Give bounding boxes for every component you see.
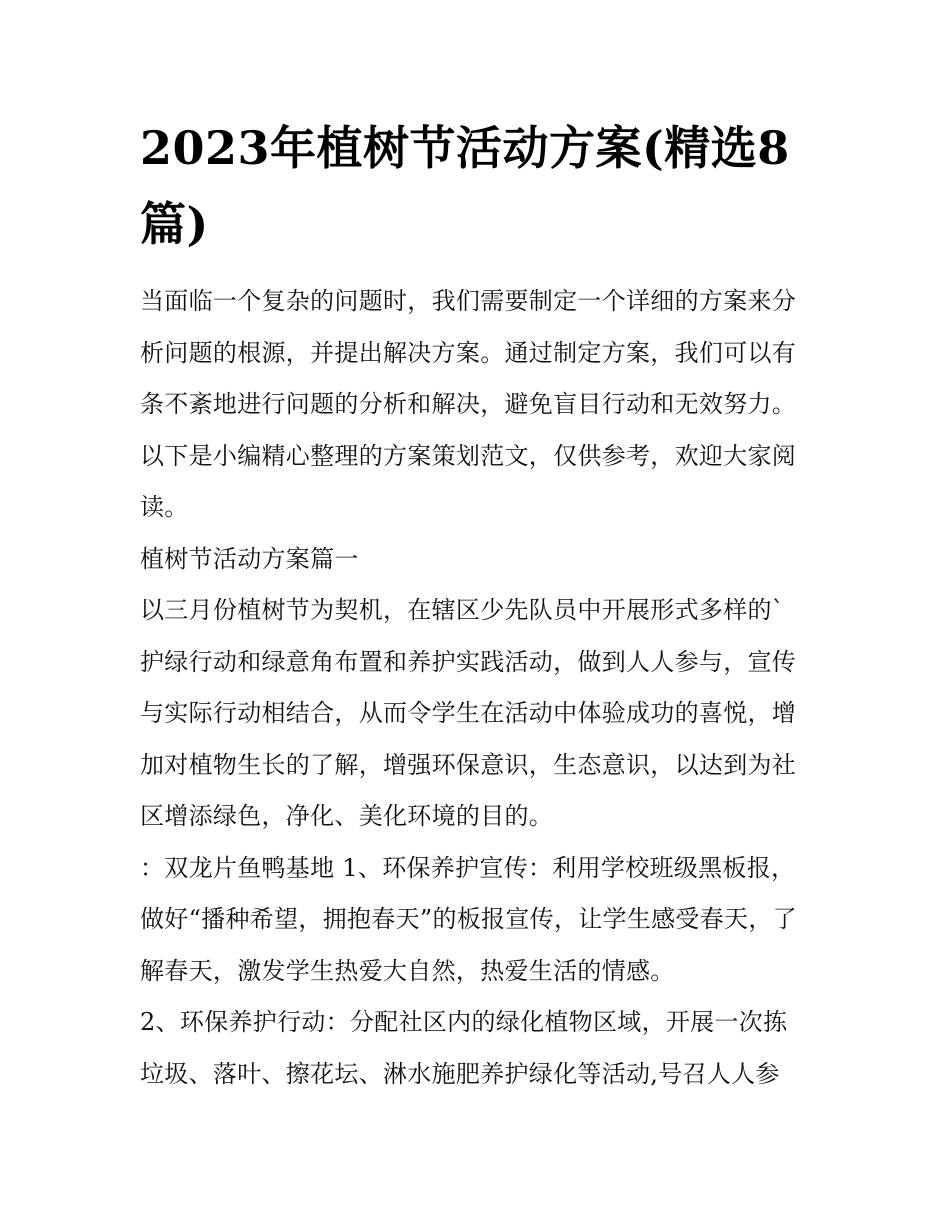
body-line: 垃圾、落叶、擦花坛、淋水施肥养护绿化等活动,号召人人参 bbox=[140, 1059, 780, 1088]
body-line: 以三月份植树节为契机，在辖区少先队员中开展形式多样的` bbox=[140, 596, 785, 624]
intro-line: 读。 bbox=[140, 493, 189, 521]
intro-line: 以下是小编精心整理的方案策划范文，仅供参考，欢迎大家阅 bbox=[140, 441, 797, 470]
section-heading: 植树节活动方案篇一 bbox=[140, 544, 359, 573]
body-line: 护绿行动和绿意角布置和养护实践活动，做到人人参与，宣传 bbox=[140, 647, 797, 676]
body-line: 与实际行动相结合，从而令学生在活动中体验成功的喜悦，增 bbox=[140, 699, 797, 727]
body-line: 加对植物生长的了解，增强环保意识，生态意识，以达到为社 bbox=[140, 750, 797, 779]
document-body bbox=[140, 276, 812, 1100]
body-line: 做好“播种希望，拥抱春天”的板报宣传，让学生感受春天，了 bbox=[140, 905, 797, 933]
intro-line: 条不紊地进行问题的分析和解决，避免盲目行动和无效努力。 bbox=[140, 390, 797, 418]
body-line: 2、环保养护行动：分配社区内的绿化植物区域，开展一次拣 bbox=[140, 1008, 788, 1036]
document-page bbox=[140, 110, 812, 1100]
body-line: ：双龙片鱼鸭基地 1、环保养护宣传：利用学校班级黑板报， bbox=[140, 853, 796, 882]
body-line: 区增添绿色，净化、美化环境的目的。 bbox=[140, 802, 554, 830]
body-line: 解春天，激发学生热爱大自然，热爱生活的情感。 bbox=[140, 956, 675, 985]
document-title: 2023年植树节活动方案(精选8篇) bbox=[140, 121, 790, 251]
intro-line: 当面临一个复杂的问题时，我们需要制定一个详细的方案来分 bbox=[140, 287, 797, 315]
intro-line: 析问题的根源，并提出解决方案。通过制定方案，我们可以有 bbox=[140, 338, 797, 367]
